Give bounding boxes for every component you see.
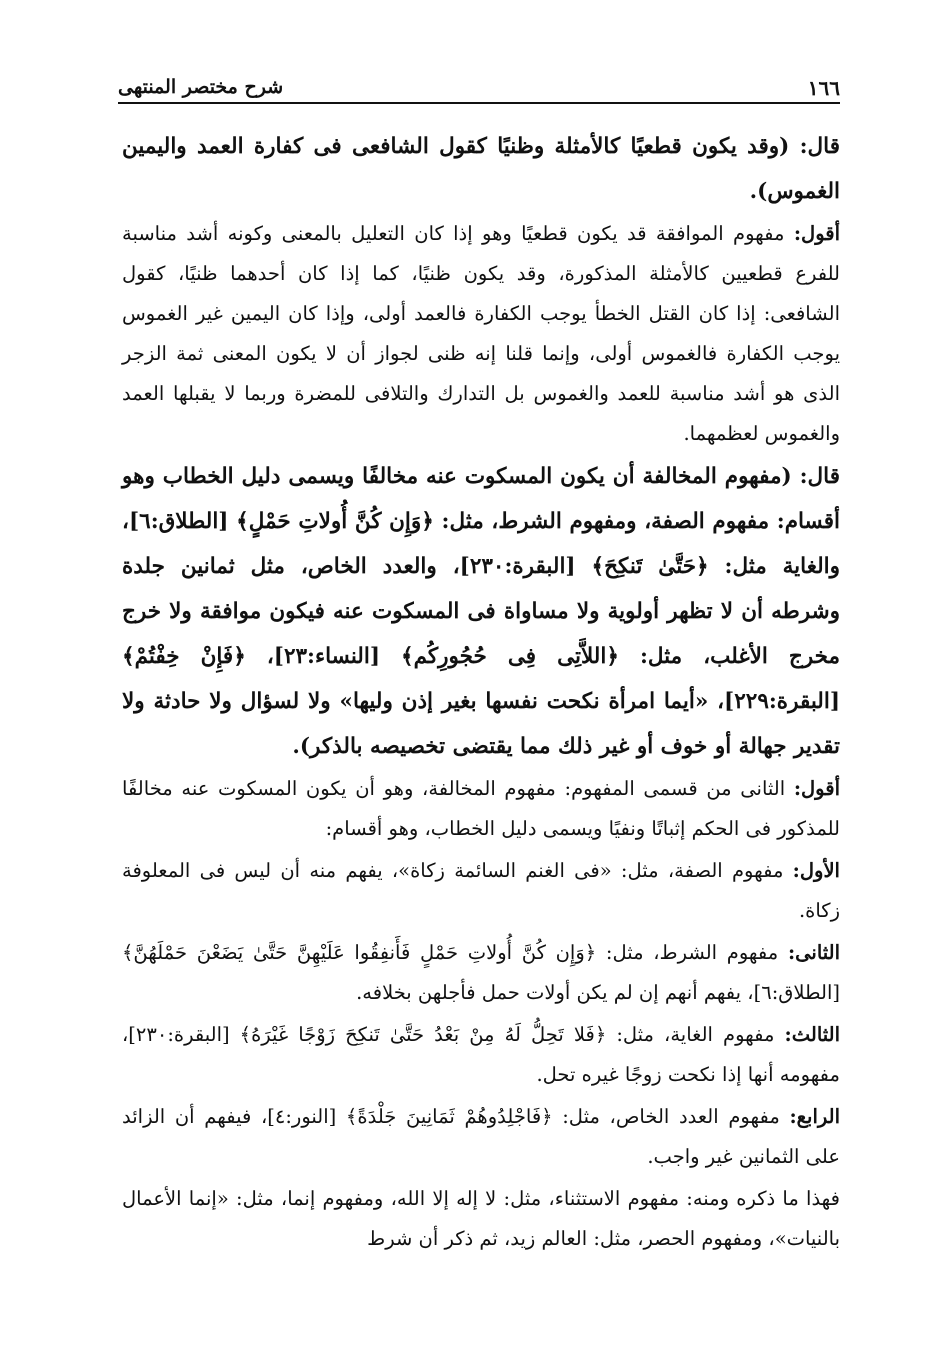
paragraph-label: الثالث: xyxy=(784,1023,841,1046)
paragraph-text: مفهوم العدد الخاص، مثل: ﴿فَاجْلِدُوهُمْ ثَمَانِينَ جَلْدَةً﴾ [النور:٤]، فيفهم أن الزائد على الثمانين غير واجب. xyxy=(122,1105,840,1168)
paragraph-label: قال: xyxy=(799,464,840,489)
paragraph-closing xyxy=(122,1179,840,1259)
paragraph-text: مفهوم الصفة، مثل: «فى الغنم السائمة زكاة»، يفهم منه أن ليس فى المعلوفة زكاة. xyxy=(122,859,840,922)
paragraph-label: أقول: xyxy=(793,222,841,245)
paragraph-third-type xyxy=(122,1015,840,1095)
page-body xyxy=(122,124,840,1259)
paragraph-text: (وقد يكون قطعيًا كالأمثلة وظنيًا كقول الشافعى فى كفارة العمد واليمين الغموس). xyxy=(122,134,840,204)
paragraph-text: مفهوم الغاية، مثل: ﴿فَلا تَحِلُّ لَهُ مِنْ بَعْدُ حَتَّىٰ تَنكِحَ زَوْجًا غَيْرَهُ﴾ [البقرة:٢٣٠]، مفهومه أنها إذا نكحت زوجًا غيره تحل. xyxy=(122,1023,840,1086)
paragraph-label: الأول: xyxy=(792,859,840,882)
paragraph-label: الرابع: xyxy=(789,1105,840,1128)
paragraph-label: الثانى: xyxy=(787,941,841,964)
paragraph-matn-1 xyxy=(122,124,840,214)
paragraph-text: مفهوم الشرط، مثل: ﴿وَإِن كُنَّ أُولاتِ حَمْلٍ فَأَنفِقُوا عَلَيْهِنَّ حَتَّىٰ يَضَعْنَ حَمْلَهُنَّ﴾ [الطلاق:٦]، يفهم أنهم إن لم يكن أولات حمل فأجلهن بخلافه. xyxy=(122,941,840,1004)
paragraph-second-type xyxy=(122,933,840,1013)
paragraph-first-type xyxy=(122,851,840,931)
paragraph-sharh-1 xyxy=(122,214,840,454)
paragraph-sharh-2 xyxy=(122,769,840,849)
paragraph-text: مفهوم الموافقة قد يكون قطعيًا وهو إذا كان التعليل بالمعنى وكونه أشد مناسبة للفرع قطعيين كالأمثلة المذكورة، وقد يكون ظنيًا، كما إذا كان أحدهما ظنيًا، كقول الشافعى: إذا كان القتل الخطأ يوجب الكفارة فالعمد أولى، وإذا كان اليمين غير الغموس يوجب الكفارة فالغموس أولى، وإنما قلنا إنه ظنى لجواز أن لا يكون المعنى ثمة الزجر الذى هو أشد مناسبة للعمد والغموس بل التدارك والتلافى للمضرة وربما لا يقبلها العمد والغموس لعظمهما. xyxy=(122,222,840,445)
paragraph-text: (مفهوم المخالفة أن يكون المسكوت عنه مخالفًا ويسمى دليل الخطاب وهو أقسام: مفهوم الصفة، ومفهوم الشرط، مثل: ﴿وَإِن كُنَّ أُولاتِ حَمْلٍ﴾ [الطلاق:٦]، والغاية مثل: ﴿حَتَّىٰ تَنكِحَ﴾ [البقرة:٢٣٠]، والعدد الخاص، مثل ثمانين جلدة وشرطه أن لا تظهر أولوية ولا مساواة فى المسكوت عنه فيكون موافقة ولا خرج مخرج الأغلب، مثل: ﴿اللاَّتِى فِى حُجُورِكُم﴾ [النساء:٢٣]، ﴿فَإِنْ خِفْتُمْ﴾ [البقرة:٢٢٩]، «أيما امرأة نكحت نفسها بغير إذن وليها» ولا لسؤال ولا حادثة ولا تقدير جهالة أو خوف أو غير ذلك مما يقتضى تخصيصه بالذكر). xyxy=(122,464,841,759)
page-header xyxy=(118,70,840,104)
paragraph-label: قال: xyxy=(799,134,840,159)
paragraph-matn-2 xyxy=(122,454,840,769)
paragraph-label: أقول: xyxy=(793,777,840,800)
running-title: شرح مختصر المنتهى xyxy=(118,76,284,98)
paragraph-text: الثانى من قسمى المفهوم: مفهوم المخالفة، وهو أن يكون المسكوت عنه مخالفًا للمذكور فى الحكم إثباتًا ونفيًا ويسمى دليل الخطاب، وهو أقسام: xyxy=(122,777,840,840)
paragraph-fourth-type xyxy=(122,1097,840,1177)
page-number: ١٦٦ xyxy=(807,76,840,100)
paragraph-text: فهذا ما ذكره ومنه: مفهوم الاستثناء، مثل: لا إله إلا الله، ومفهوم إنما، مثل: «إنما الأعمال بالنيات»، ومفهوم الحصر، مثل: العالم زيد، ثم ذكر أن شرط xyxy=(122,1187,840,1250)
